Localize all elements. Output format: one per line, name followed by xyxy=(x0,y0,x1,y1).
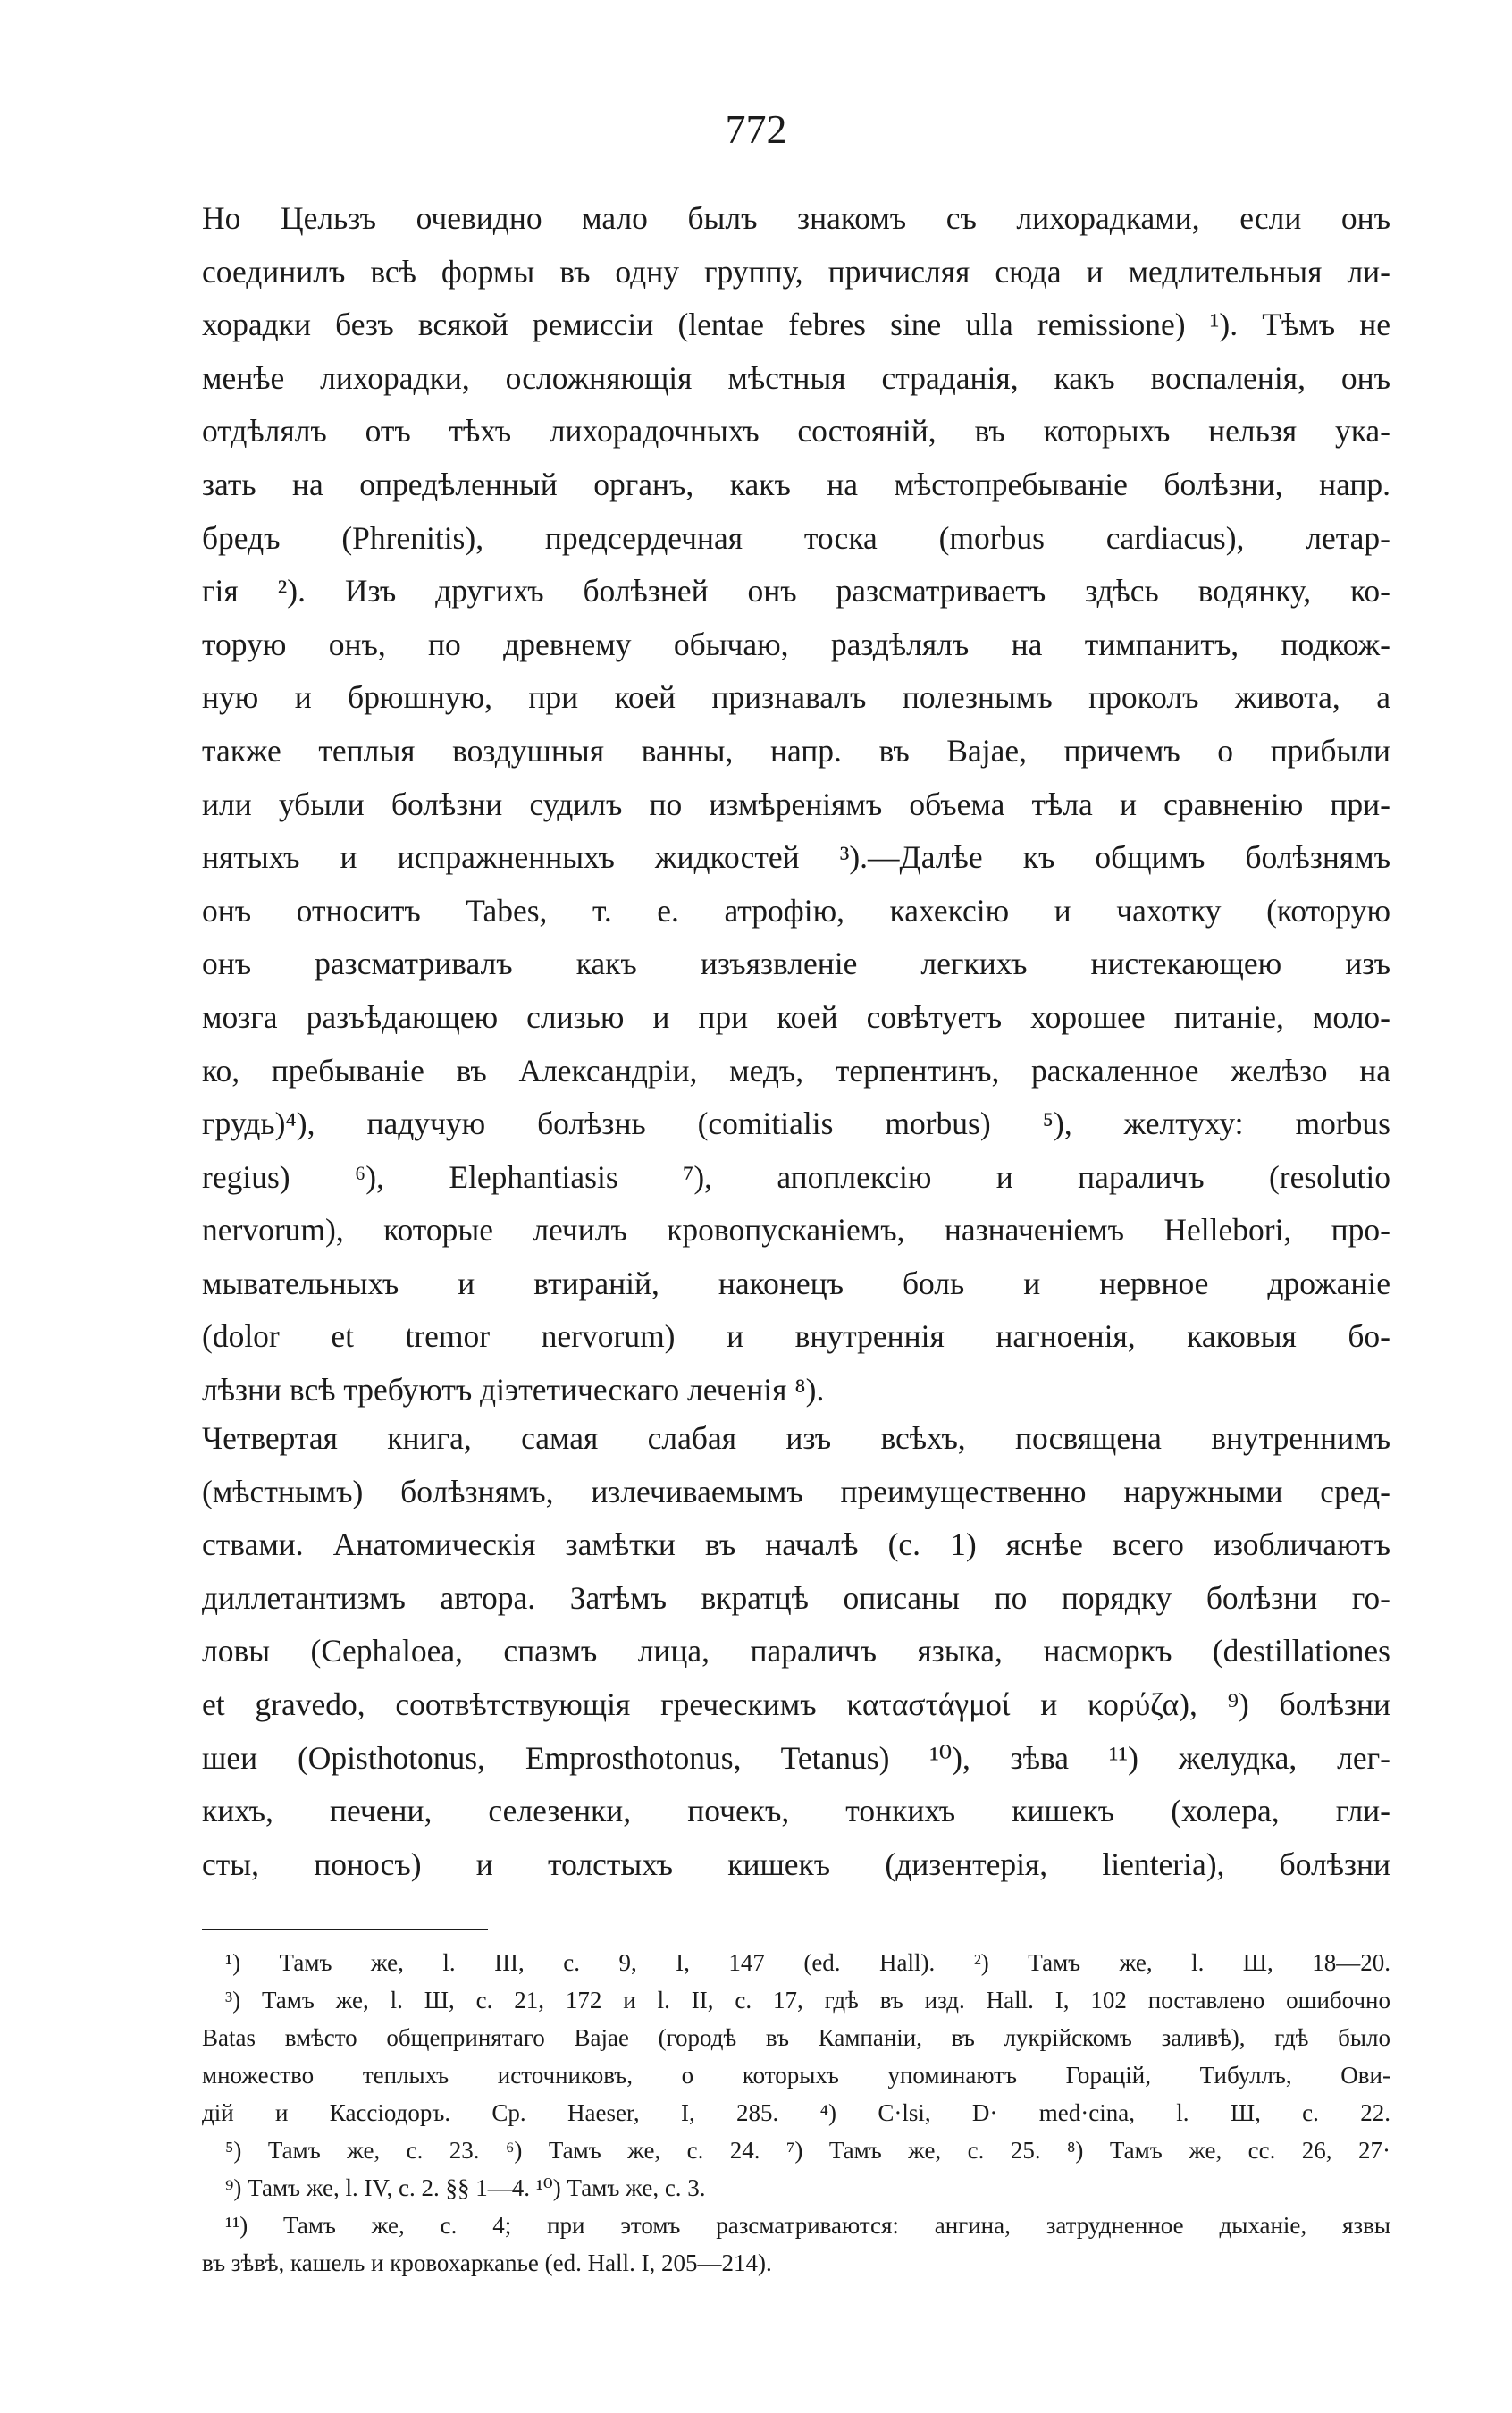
text-line: диллетантизмъ автора. Затѣмъ вкратцѣ описаны по порядку болѣзни го- xyxy=(202,1579,1390,1616)
text-line: Но Цельзъ очевидно мало былъ знакомъ съ лихорадками, если онъ xyxy=(202,200,1390,236)
text-line: (мѣстнымъ) болѣзнямъ, излечиваемымъ преимущественно наружными сред- xyxy=(202,1473,1390,1509)
footnote-divider xyxy=(202,1929,488,1930)
text-line: ную и брюшную, при коей признавалъ полезнымъ проколъ живота, а xyxy=(202,679,1390,716)
text-line: или убыли болѣзни судилъ по измѣреніямъ объема тѣла и сравненію при- xyxy=(202,786,1390,822)
text-line: нятыхъ и испражненныхъ жидкостей ³).—Далѣе къ общимъ болѣзнямъ xyxy=(202,839,1390,876)
text-line: сты, поносъ) и толстыхъ кишекъ (дизентерія, lienteria), болѣзни xyxy=(202,1845,1390,1882)
footnote-line: ¹) Тамъ же, l. III, с. 9, I, 147 (ed. Hall). ²) Тамъ же, l. Ш, 18—20. xyxy=(225,1949,1390,1976)
text-line: et gravedo, соотвѣтствующія греческимъ καταστάγμοί и κορύζα), ⁹) болѣзни xyxy=(202,1686,1390,1722)
text-line: также теплыя воздушныя ванны, напр. въ Bajae, причемъ о прибыли xyxy=(202,732,1390,769)
paragraph-1 xyxy=(202,192,1390,1417)
text-line: менѣе лихорадки, осложняющія мѣстныя страданія, какъ воспаленія, онъ xyxy=(202,359,1390,396)
text-line: (dolor et tremor nervorum) и внутреннія нагноенія, каковыя бо- xyxy=(202,1318,1390,1355)
text-line: онъ разсматривалъ какъ изъязвленіе легкихъ нистекающею изъ xyxy=(202,946,1390,982)
footnotes xyxy=(202,1944,1390,2282)
footnote-line: множество теплыхъ источниковъ, о которыхъ упоминаютъ Горацій, Тибуллъ, Ови- xyxy=(202,2062,1390,2089)
text-line: мозга разъѣдающею слизью и при коей совѣтуетъ хорошее питаніе, моло- xyxy=(202,998,1390,1035)
text-line: nervorum), которые лечилъ кровопусканіемъ, назначеніемъ Hellebori, про- xyxy=(202,1212,1390,1249)
text-line: грудь)⁴), падучую болѣзнь (comitialis morbus) ⁵), желтуху: morbus xyxy=(202,1106,1390,1142)
footnote-line: ⁵) Тамъ же, с. 23. ⁶) Тамъ же, с. 24. ⁷) Тамъ же, с. 25. ⁸) Тамъ же, сс. 26, 27· xyxy=(225,2137,1390,2164)
text-line: шеи (Opisthotonus, Emprosthotonus, Tetanus) ¹⁰), зѣва ¹¹) желудка, лег- xyxy=(202,1739,1390,1776)
text-line: соединилъ всѣ формы въ одну группу, причисляя сюда и медлительныя ли- xyxy=(202,253,1390,290)
paragraph-2-text xyxy=(202,1412,1390,1891)
text-line: мывательныхъ и втираній, наконецъ боль и нервное дрожаніе xyxy=(202,1265,1390,1301)
page-number: 772 xyxy=(725,106,787,152)
text-line: ко, пребываніе въ Александріи, медъ, терпентинъ, раскаленное желѣзо на xyxy=(202,1052,1390,1089)
text-line: торую онъ, по древнему обычаю, раздѣлялъ на тимпанитъ, подкож- xyxy=(202,626,1390,662)
text-line: зать на опредѣленный органъ, какъ на мѣстопребываніе болѣзни, напр. xyxy=(202,466,1390,502)
footnote-line: ³) Тамъ же, l. Ш, с. 21, 172 и l. II, с. 17, гдѣ въ изд. Hall. I, 102 поставлено ошибочно xyxy=(225,1987,1390,2014)
text-line: отдѣлялъ отъ тѣхъ лихорадочныхъ состояній, въ которыхъ нельзя ука- xyxy=(202,413,1390,450)
footnote-line: ⁹) Тамъ же, l. IV, с. 2. §§ 1—4. ¹⁰) Тамъ же, с. 3. xyxy=(225,2174,706,2201)
text-line: regius) ⁶), Elephantiasis ⁷), апоплексію и параличъ (resolutio xyxy=(202,1158,1390,1195)
text-line: Четвертая книга, самая слабая изъ всѣхъ, посвящена внутреннимъ xyxy=(202,1420,1390,1456)
footnote-line: въ зѣвѣ, кашель и кровохаркаnье (ed. Hall. I, 205—214). xyxy=(202,2249,772,2276)
text-line: гія ²). Изъ другихъ болѣзней онъ разсматриваетъ здѣсь водянку, ко- xyxy=(202,573,1390,610)
text-line: онъ относитъ Tabes, т. е. атрофію, кахексію и чахотку (которую xyxy=(202,892,1390,929)
text-line: кихъ, печени, селезенки, почекъ, тонкихъ кишекъ (холера, гли- xyxy=(202,1793,1390,1829)
paragraph-2 xyxy=(202,1412,1390,1891)
text-line: бредъ (Phrenitis), предсердечная тоска (morbus cardiacus), летар- xyxy=(202,519,1390,556)
text-line: ствами. Анатомическія замѣтки въ началѣ (с. 1) яснѣе всего изобличаютъ xyxy=(202,1526,1390,1563)
footnote-line: дій и Кассіодоръ. Ср. Haeser, I, 285. ⁴) C·lsi, D· med·cina, l. Ш, с. 22. xyxy=(202,2099,1390,2126)
text-line: хорадки безъ всякой ремиссіи (lentae febres sine ulla remissione) ¹). Тѣмъ не xyxy=(202,307,1390,343)
footnote-line: Batas вмѣсто общепринятаго Bajae (городѣ въ Кампаніи, въ лукрійскомъ заливѣ), гдѣ было xyxy=(202,2024,1390,2051)
paragraph-1-text xyxy=(202,192,1390,1417)
footnote-line: ¹¹) Тамъ же, с. 4; при этомъ разсматриваются: ангина, затрудненное дыханіе, язвы xyxy=(225,2212,1390,2239)
text-line: лѣзни всѣ требуютъ діэтетическаго леченія ⁸). xyxy=(202,1372,825,1408)
text-line: ловы (Cephaloea, спазмъ лица, параличъ языка, насморкъ (destillationes xyxy=(202,1633,1390,1669)
